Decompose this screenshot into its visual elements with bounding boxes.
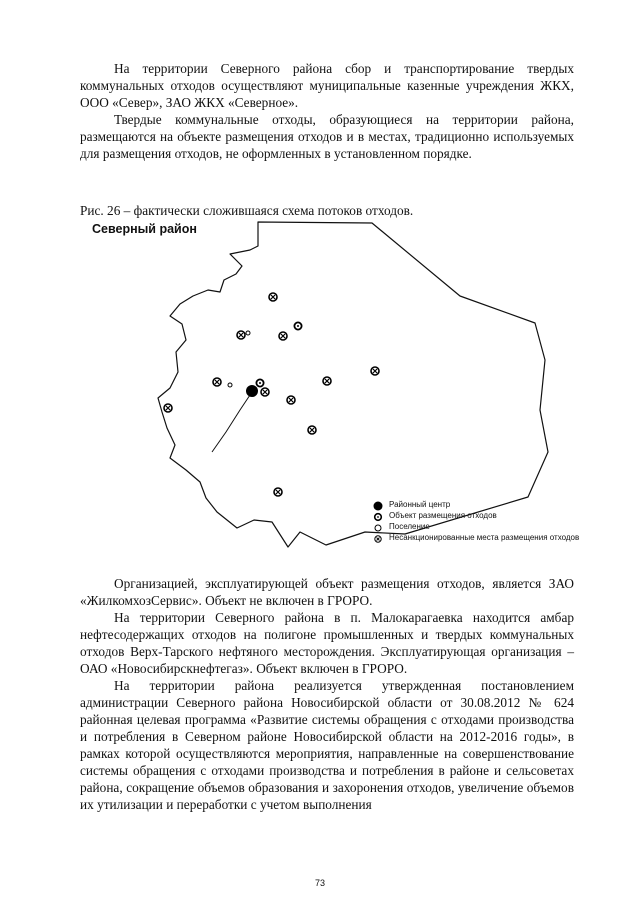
figure-caption: Рис. 26 – фактически сложившаяся схема потоков отходов. [80,203,414,218]
legend-unauthorized-symbol [372,533,384,544]
paragraph-placement: Твердые коммунальные отходы, образующиеся на территории района, размещаются на объекте размещения отходов и в местах, традиционно используемых для размещения отходов, не оформленных в установленном порядке. [80,112,574,161]
page-number: 73 [314,878,325,888]
legend-settlement-label: Поселение [389,522,430,531]
unauthorized-dump-marker [274,488,282,496]
unauthorized-dump-marker [237,331,245,339]
legend-unauthorized-label: Несанкционированные места размещения отходов [389,533,580,542]
unauthorized-dump-marker [371,367,379,375]
waste-facility-marker [256,379,263,386]
paragraph-program: На территории района реализуется утвержденная постановлением администрации Северного района Новосибирской области от 30.08.2012 № 624 районная целевая программа «Развитие системы обращения с отходами производства и потребления в Северном районе Новосибирской области на 2012-2016 годы», в рамках которой осуществляются мероприятия, направленные на совершенствование системы обращения с отходами производства и потребления в районе и сельсоветах района, сокращение объемов образования и захоронения отходов, увеличение объемов их утилизации и переработки с учетом выполнения [80,678,574,812]
legend-facility-label: Объект размещения отходов [389,511,497,520]
waste-facility-marker [294,322,301,329]
legend-facility-symbol [372,511,384,522]
settlement-marker [228,383,232,387]
unauthorized-dump-marker [164,404,172,412]
district-center-marker [246,385,258,397]
paragraph-oil-waste: На территории Северного района в п. Малокарагаевка находится амбар нефтесодержащих отходов на полигоне промышленных и твердых коммунальных отходов Верх-Тарского нефтяного месторождения. Эксплуатирующая организация – ОАО «Новосибирскнефтегаз». Объект включен в ГРОРО. [80,610,574,676]
unauthorized-dump-marker [269,293,277,301]
unauthorized-dump-marker [308,426,316,434]
settlement-marker [246,331,250,335]
paragraph-collectors: На территории Северного района сбор и транспортирование твердых коммунальных отходов осуществляют муниципальные казенные учреждения ЖКХ, ООО «Север», ЗАО ЖКХ «Северное». [80,61,574,110]
map-title: Северный район [92,222,197,236]
unauthorized-dump-marker [213,378,221,386]
unauthorized-dump-marker [323,377,331,385]
legend-center-label: Районный центр [389,500,451,509]
legend-settlement-symbol [372,522,384,533]
map-legend [372,500,599,544]
legend-center-symbol [372,500,384,511]
unauthorized-dump-marker [287,396,295,404]
unauthorized-dump-marker [261,388,269,396]
paragraph-operator: Организацией, эксплуатирующей объект размещения отходов, является ЗАО «ЖилкомхозСервис». Объект не включен в ГРОРО. [80,576,574,608]
waste-flow-line [212,392,252,452]
unauthorized-dump-marker [279,332,287,340]
